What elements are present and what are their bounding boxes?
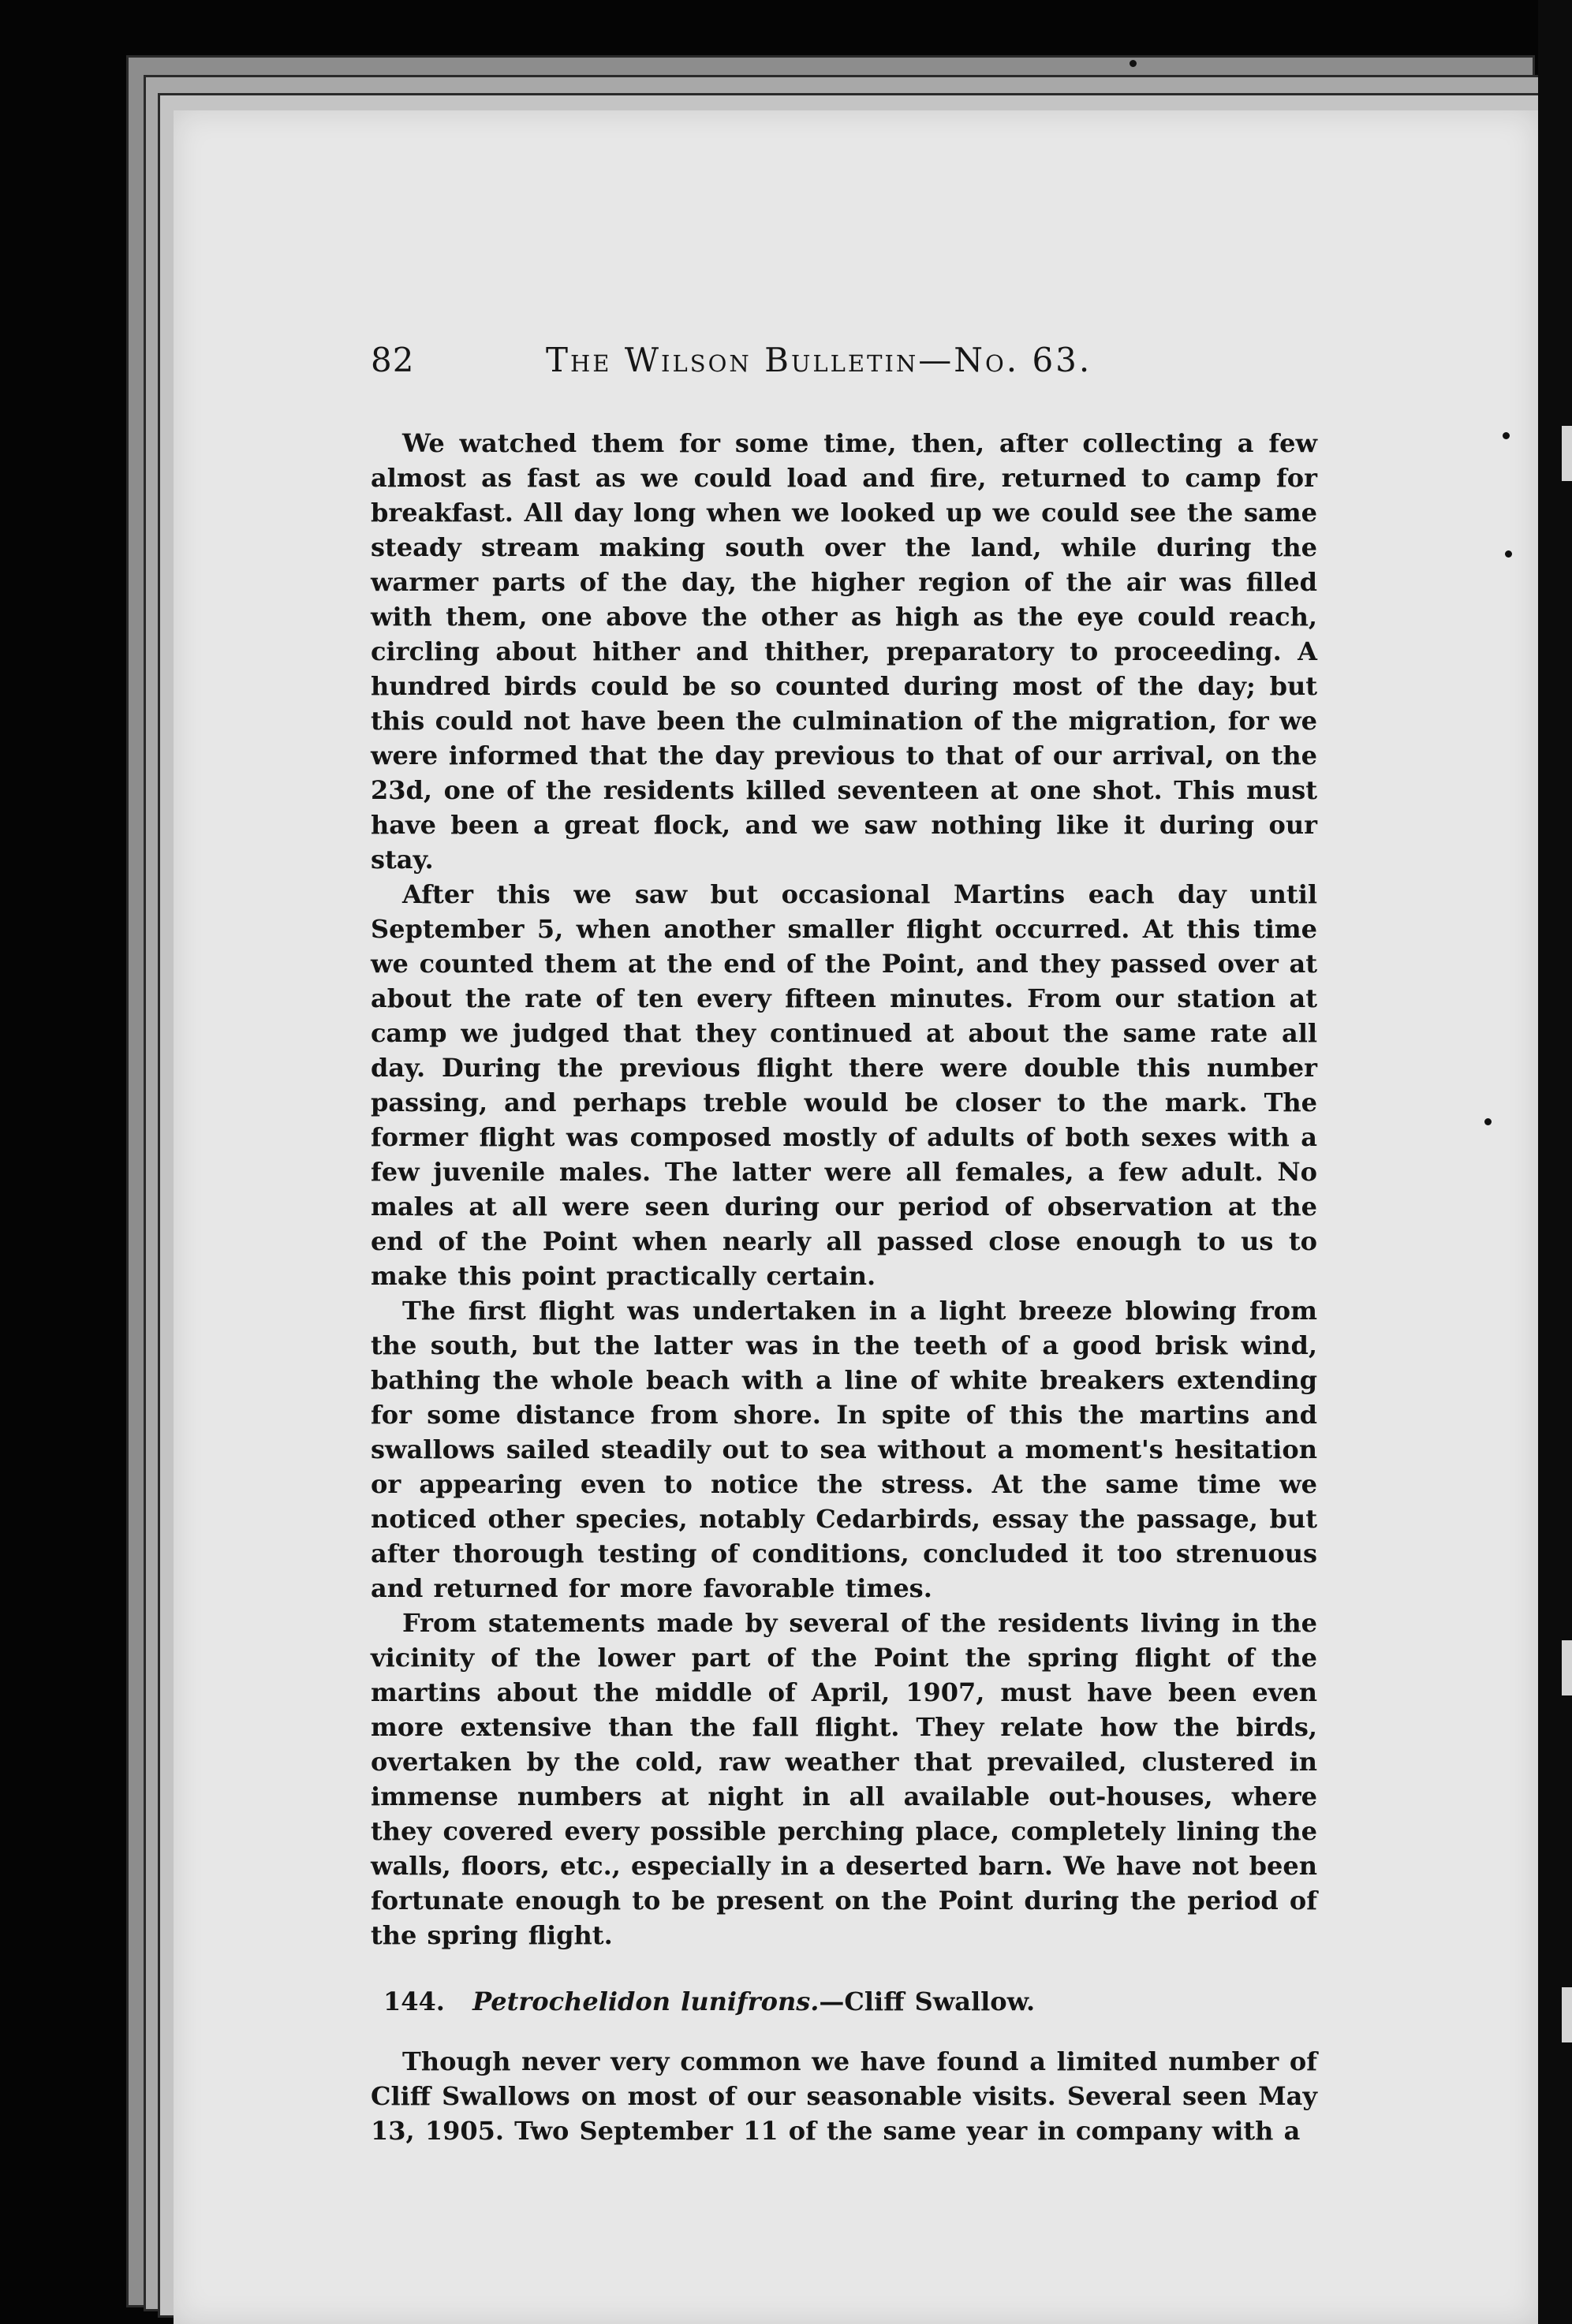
species-separator: — <box>819 1986 845 2016</box>
edge-mark <box>1562 1640 1572 1695</box>
edge-mark <box>1562 426 1572 481</box>
paragraph: From statements made by several of the residents living in the vicinity of the lower part of the Point the spring flight of the martins about the middle of April, 1907, must have been even more extensive than the fall flight. They relate how the birds, overtaken by the cold, raw weather that prevailed, clustered in immense numbers at night in all available out-houses, where they covered every possible perching place, completely lining the walls, floors, etc., especially in a deserted barn. We have not been fortunate enough to be present on the Point during the period of the spring flight. <box>371 1608 1317 1950</box>
body-text <box>371 426 1317 2148</box>
edge-mark <box>1562 1987 1572 2042</box>
running-head: The Wilson Bulletin—No. 63. <box>546 341 1092 379</box>
page-number: 82 <box>371 341 415 379</box>
paragraph: Though never very common we have found a limited number of Cliff Swallows on most of our seasonable visits. Several seen May 13, 1905. Two September 11 of the same year in company with a <box>371 2046 1317 2146</box>
species-number: 144. <box>383 1986 445 2016</box>
paragraph: The first flight was undertaken in a light breeze blowing from the south, but the latter was in the teeth of a good brisk wind, bathing the whole beach with a line of white breakers extending for some distance from shore. In spite of this the martins and swallows sailed steadily out to sea without a moment's hesitation or appearing even to notice the stress. At the same time we noticed other species, notably Cedarbirds, essay the passage, but after thorough testing of conditions, concluded it too strenuous and returned for more favorable times. <box>371 1296 1317 1603</box>
stray-mark <box>1130 60 1137 67</box>
species-heading <box>371 1984 1317 2019</box>
paragraph: We watched them for some time, then, after collecting a few almost as fast as we could load and fire, returned to camp for breakfast. All day long when we looked up we could see the same steady stream making south over the land, while during the warmer parts of the day, the higher region of the air was filled with them, one above the other as high as the eye could reach, circling about hither and thither, preparatory to proceeding. A hundred birds could be so counted during most of the day; but this could not have been the culmination of the migration, for we were informed that the day previous to that of our arrival, on the 23d, one of the residents killed seventeen at one shot. This must have been a great flock, and we saw nothing like it during our stay. <box>371 428 1317 875</box>
page-header <box>371 341 1317 388</box>
stray-mark <box>1484 1118 1492 1125</box>
stray-mark <box>1505 550 1512 558</box>
right-edge-strip <box>1538 0 1572 2324</box>
species-common-name: Cliff Swallow. <box>844 1986 1036 2016</box>
stray-mark <box>1503 432 1510 439</box>
species-latin-name: Petrochelidon lunifrons. <box>472 1986 820 2016</box>
paragraph: After this we saw but occasional Martins each day until September 5, when another smaller flight occurred. At this time we counted them at the end of the Point, and they passed over at about the rate of ten every fifteen minutes. From our station at camp we judged that they continued at about the same rate all day. During the previous flight there were double this number passing, and perhaps treble would be closer to the mark. The former flight was composed mostly of adults of both sexes with a few juvenile males. The latter were all females, a few adult. No males at all were seen during our period of observation at the end of the Point when nearly all passed close enough to us to make this point practically certain. <box>371 879 1317 1291</box>
